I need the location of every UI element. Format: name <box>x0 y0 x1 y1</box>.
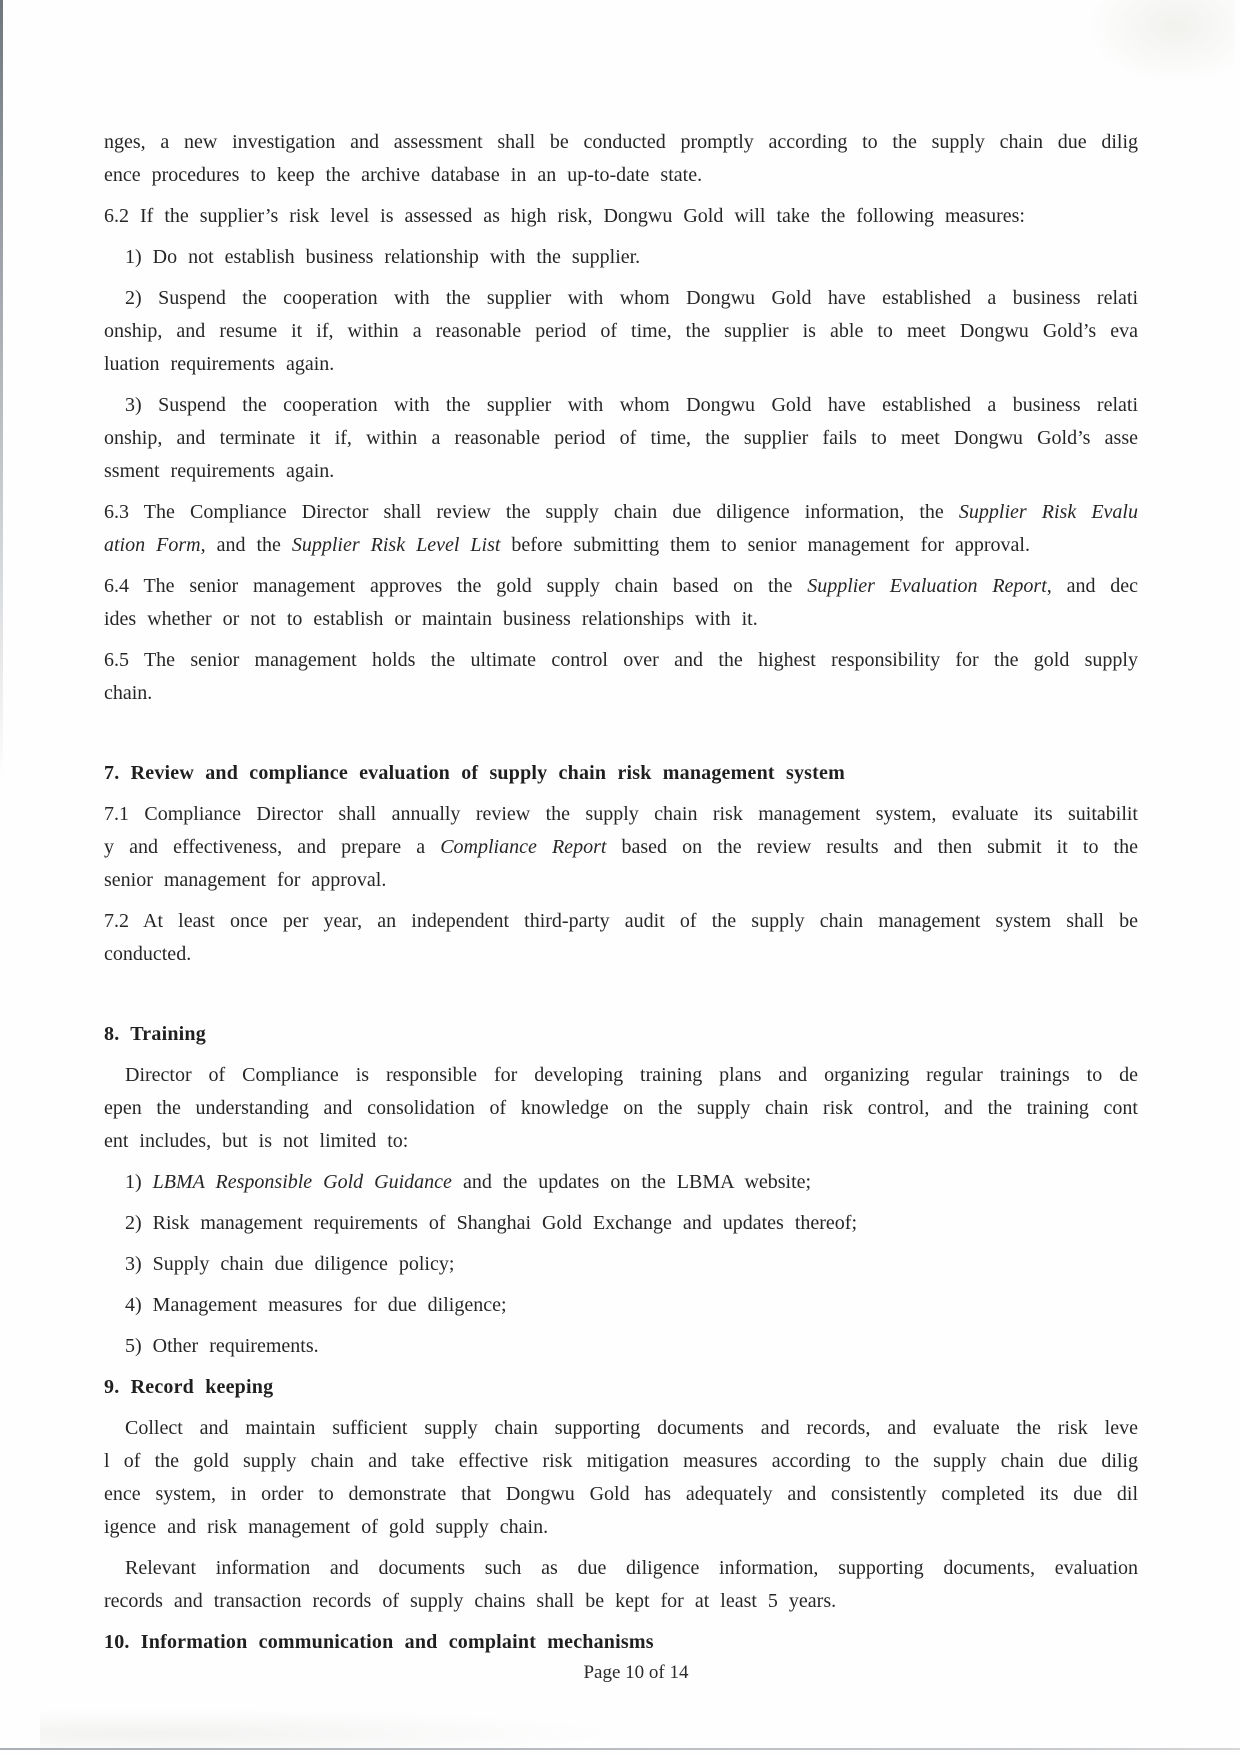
text-line <box>104 348 1138 381</box>
text-segment: 3) Suspend the cooperation with the supplier with whom Dongwu Gold have established a business relati <box>125 394 1138 416</box>
text-segment: epen the understanding and consolidation of knowledge on the supply chain risk control, and the training cont <box>104 1097 1138 1119</box>
scan-smudge-top-right <box>1085 0 1235 85</box>
text-segment: onship, and resume it if, within a reasonable period of time, the supplier is able to meet Dongwu Gold’s eva <box>104 320 1138 342</box>
text-line <box>104 529 1138 562</box>
list-item-6-2-2 <box>104 282 1138 381</box>
text-line <box>104 798 1138 831</box>
scan-bottom-edge-line <box>0 1748 1240 1750</box>
text-segment: 5) Other requirements. <box>125 1335 319 1357</box>
text-segment: onship, and terminate it if, within a reasonable period of time, the supplier fails to meet Dongwu Gold’s asse <box>104 427 1138 449</box>
text-segment: records and transaction records of supply chains shall be kept for at least 5 years. <box>104 1590 837 1612</box>
record-keeping-paragraph-2 <box>104 1552 1138 1618</box>
list-item-6-2-1 <box>104 241 1138 274</box>
clause-6-2 <box>104 200 1138 233</box>
text-segment: and the updates on the LBMA website; <box>451 1171 812 1193</box>
heading-9 <box>104 1371 1138 1404</box>
text-line <box>104 1478 1138 1511</box>
training-intro-paragraph <box>104 1059 1138 1158</box>
text-line <box>104 1125 1138 1158</box>
text-segment: 3) Supply chain due diligence policy; <box>125 1253 455 1275</box>
text-line <box>104 1552 1138 1585</box>
training-item-4 <box>104 1289 1138 1322</box>
text-line <box>104 1289 1138 1322</box>
text-segment: 2) Suspend the cooperation with the supplier with whom Dongwu Gold have established a business relati <box>125 287 1138 309</box>
clause-7-1 <box>104 798 1138 897</box>
text-segment: 7.2 At least once per year, an independent third-party audit of the supply chain management system shall be <box>104 910 1138 932</box>
text-segment: ence procedures to keep the archive database in an up-to-date state. <box>104 164 703 186</box>
italic-text-segment: LBMA Responsible Gold Guidance <box>152 1171 452 1193</box>
text-line <box>104 1371 1138 1404</box>
text-segment: 7.1 Compliance Director shall annually review the supply chain risk management system, evaluate its suitabilit <box>104 803 1138 825</box>
heading-10 <box>104 1626 1138 1659</box>
text-line <box>104 905 1138 938</box>
text-segment: 7. Review and compliance evaluation of supply chain risk management system <box>104 762 845 784</box>
text-line <box>104 864 1138 897</box>
text-segment: conducted. <box>104 943 192 965</box>
text-line <box>104 644 1138 677</box>
page-number-footer: Page 10 of 14 <box>583 1662 689 1683</box>
italic-text-segment: Compliance Report <box>440 836 607 858</box>
training-item-1 <box>104 1166 1138 1199</box>
record-keeping-paragraph-1 <box>104 1412 1138 1544</box>
text-line <box>104 282 1138 315</box>
text-line <box>104 126 1138 159</box>
text-segment: based on the review results and then submit it to the <box>606 836 1138 858</box>
text-segment: nges, a new investigation and assessment shall be conducted promptly according to the supply chain due dilig <box>104 131 1138 153</box>
text-line <box>104 1511 1138 1544</box>
text-line <box>104 1018 1138 1051</box>
text-line <box>104 1626 1138 1659</box>
text-segment: ssment requirements again. <box>104 460 335 482</box>
clause-6-5 <box>104 644 1138 710</box>
text-line <box>104 315 1138 348</box>
training-item-3 <box>104 1248 1138 1281</box>
text-segment: 6.5 The senior management holds the ultimate control over and the highest responsibility for the gold supply <box>104 649 1138 671</box>
scan-left-edge-line <box>0 0 3 780</box>
clause-7-2 <box>104 905 1138 971</box>
heading-7 <box>104 757 1138 790</box>
text-line <box>104 1445 1138 1478</box>
text-line <box>104 1207 1138 1240</box>
text-segment: igence and risk management of gold supply chain. <box>104 1516 549 1538</box>
text-segment: 8. Training <box>104 1023 206 1045</box>
text-segment: ent includes, but is not limited to: <box>104 1130 409 1152</box>
text-segment: l of the gold supply chain and take effective risk mitigation measures according to the supply chain due dilig <box>104 1450 1138 1472</box>
text-line <box>104 389 1138 422</box>
text-line <box>104 241 1138 274</box>
text-line <box>104 159 1138 192</box>
text-line <box>104 1330 1138 1363</box>
clause-6-3 <box>104 496 1138 562</box>
text-line <box>104 1059 1138 1092</box>
continued-paragraph <box>104 126 1138 192</box>
italic-text-segment: Supplier Risk Level List <box>291 534 501 556</box>
text-segment: Director of Compliance is responsible for developing training plans and organizing regular trainings to de <box>125 1064 1138 1086</box>
text-line <box>104 422 1138 455</box>
text-segment: 2) Risk management requirements of Shanghai Gold Exchange and updates thereof; <box>125 1212 858 1234</box>
text-segment: ence system, in order to demonstrate that Dongwu Gold has adequately and consistently completed its due dil <box>104 1483 1138 1505</box>
text-segment: 1) <box>125 1171 153 1193</box>
text-segment: ides whether or not to establish or maintain business relationships with it. <box>104 608 758 630</box>
text-line <box>104 1092 1138 1125</box>
text-line <box>104 831 1138 864</box>
text-line <box>104 677 1138 710</box>
text-line <box>104 496 1138 529</box>
text-line <box>104 757 1138 790</box>
heading-8 <box>104 1018 1138 1051</box>
text-segment: Collect and maintain sufficient supply chain supporting documents and records, and evaluate the risk leve <box>125 1417 1138 1439</box>
text-line <box>104 1585 1138 1618</box>
text-line <box>104 1166 1138 1199</box>
scan-smudge-bottom-left <box>40 1710 600 1750</box>
text-segment: 1) Do not establish business relationship with the supplier. <box>125 246 641 268</box>
text-segment: , and dec <box>1046 575 1138 597</box>
text-segment: 10. Information communication and complaint mechanisms <box>104 1631 654 1653</box>
text-segment: luation requirements again. <box>104 353 335 375</box>
italic-text-segment: Supplier Evaluation Report <box>807 575 1047 597</box>
text-line <box>104 570 1138 603</box>
text-line <box>104 1412 1138 1445</box>
text-segment: 9. Record keeping <box>104 1376 274 1398</box>
text-segment: 6.2 If the supplier’s risk level is assessed as high risk, Dongwu Gold will take the following measures: <box>104 205 1025 227</box>
text-segment: chain. <box>104 682 153 704</box>
clause-6-4 <box>104 570 1138 636</box>
text-segment: senior management for approval. <box>104 869 387 891</box>
text-line <box>104 455 1138 488</box>
text-line <box>104 200 1138 233</box>
text-segment: 6.4 The senior management approves the gold supply chain based on the <box>104 575 808 597</box>
document-body <box>104 126 1138 1659</box>
text-line <box>104 1248 1138 1281</box>
text-line <box>104 603 1138 636</box>
training-item-2 <box>104 1207 1138 1240</box>
text-line <box>104 938 1138 971</box>
text-segment: 6.3 The Compliance Director shall review the supply chain due diligence information, the <box>104 501 959 523</box>
italic-text-segment: ation Form <box>104 534 201 556</box>
text-segment: 4) Management measures for due diligence; <box>125 1294 507 1316</box>
text-segment: before submitting them to senior management for approval. <box>500 534 1030 556</box>
list-item-6-2-3 <box>104 389 1138 488</box>
text-segment: Relevant information and documents such as due diligence information, supporting documents, evaluation <box>125 1557 1138 1579</box>
training-item-5 <box>104 1330 1138 1363</box>
text-segment: y and effectiveness, and prepare a <box>104 836 441 858</box>
text-segment: , and the <box>200 534 292 556</box>
italic-text-segment: Supplier Risk Evalu <box>958 501 1138 523</box>
